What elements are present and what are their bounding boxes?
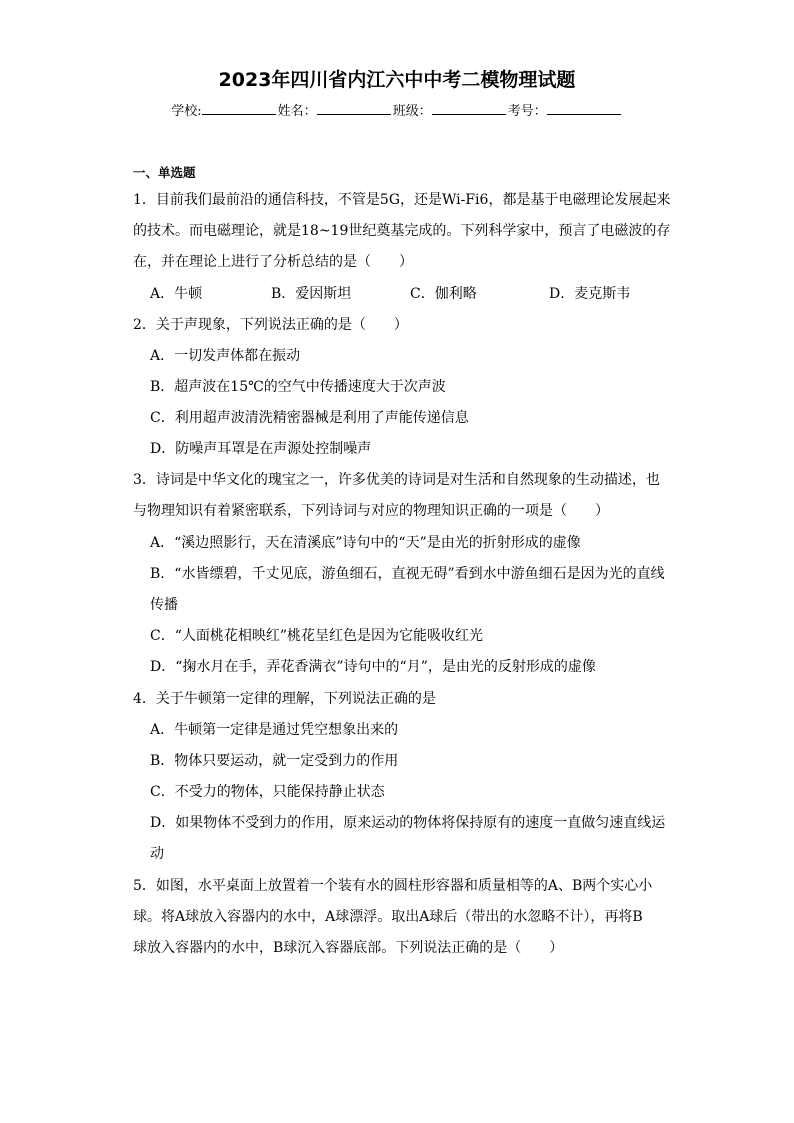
question-3-option-d: D．“掬水月在手，弄花香满衣”诗句中的“月”，是由光的反射形成的虚像 bbox=[150, 659, 596, 675]
question-4-option-a: A．牛顿第一定律是通过凭空想象出来的 bbox=[150, 722, 399, 738]
question-1-line-1: 1．目前我们最前沿的通信科技，不管是5G，还是Wi-Fi6，都是基于电磁理论发展起来 bbox=[133, 192, 671, 208]
question-4-stem: 4．关于牛顿第一定律的理解，下列说法正确的是 bbox=[133, 691, 436, 707]
question-4 bbox=[133, 684, 663, 715]
number-blank bbox=[547, 101, 621, 115]
question-3-option-c: C．“人面桃花相映红”桃花呈红色是因为它能吸收红光 bbox=[150, 628, 484, 644]
question-3-option-a: A．“溪边照影行，天在清溪底”诗句中的“天”是由光的折射形成的虚像 bbox=[150, 535, 581, 551]
question-4-option-d-cont: 动 bbox=[150, 846, 164, 862]
question-2-option-c: C．利用超声波清洗精密器械是利用了声能传递信息 bbox=[150, 410, 469, 426]
number-label: 考号： bbox=[507, 104, 547, 119]
question-1-line-3: 在，并在理论上进行了分析总结的是（ ） bbox=[133, 254, 413, 270]
question-3 bbox=[133, 465, 663, 527]
page-title: 2023年四川省内江六中中考二模物理试题 bbox=[218, 69, 576, 91]
name-blank bbox=[317, 101, 391, 115]
question-3-option-b: B．“水皆缥碧，千丈见底，游鱼细石，直视无碍”看到水中游鱼细石是因为光的直线 bbox=[150, 566, 665, 582]
question-1-options bbox=[150, 279, 670, 310]
question-3-option-b-cont: 传播 bbox=[150, 597, 178, 613]
question-4-option-b: B．物体只要运动，就一定受到力的作用 bbox=[150, 753, 399, 769]
question-3-line-2: 与物理知识有着紧密联系，下列诗词与对应的物理知识正确的一项是（ ） bbox=[133, 503, 609, 519]
class-blank bbox=[432, 101, 506, 115]
question-1-option-d: D．麦克斯韦 bbox=[549, 286, 631, 302]
question-5 bbox=[133, 871, 663, 964]
question-1 bbox=[133, 185, 671, 278]
question-2-option-b: B．超声波在15℃的空气中传播速度大于次声波 bbox=[150, 379, 446, 395]
question-2 bbox=[133, 310, 663, 341]
student-info-line bbox=[0, 101, 794, 122]
question-2-option-a: A．一切发声体都在振动 bbox=[150, 348, 301, 364]
class-label: 班级： bbox=[392, 104, 432, 119]
school-blank bbox=[202, 101, 276, 115]
question-4-option-d: D．如果物体不受到力的作用，原来运动的物体将保持原有的速度一直做匀速直线运 bbox=[150, 815, 666, 831]
question-1-option-b: B．爱因斯坦 bbox=[271, 286, 352, 302]
question-4-option-c: C．不受力的物体，只能保持静止状态 bbox=[150, 784, 385, 800]
question-5-line-3: 球放入容器内的水中，B球沉入容器底部。下列说法正确的是（ ） bbox=[133, 940, 564, 956]
question-2-option-d: D．防噪声耳罩是在声源处控制噪声 bbox=[150, 441, 372, 457]
question-1-line-2: 的技术。而电磁理论，就是18~19世纪奠基完成的。下列科学家中，预言了电磁波的存 bbox=[133, 223, 671, 239]
question-5-line-1: 5．如图，水平桌面上放置着一个装有水的圆柱形容器和质量相等的A、B两个实心小 bbox=[133, 878, 653, 894]
name-label: 姓名： bbox=[277, 104, 317, 119]
question-1-option-a: A．牛顿 bbox=[150, 286, 203, 302]
question-3-line-1: 3．诗词是中华文化的瑰宝之一，许多优美的诗词是对生活和自然现象的生动描述，也 bbox=[133, 472, 660, 488]
section-title: 一、单选题 bbox=[133, 165, 196, 180]
question-1-option-c: C．伽利略 bbox=[410, 286, 477, 302]
question-2-stem: 2．关于声现象，下列说法正确的是（ ） bbox=[133, 317, 408, 333]
school-label: 学校: bbox=[171, 104, 202, 119]
question-5-line-2: 球。将A球放入容器内的水中，A球漂浮。取出A球后（带出的水忽略不计），再将B bbox=[133, 909, 643, 925]
